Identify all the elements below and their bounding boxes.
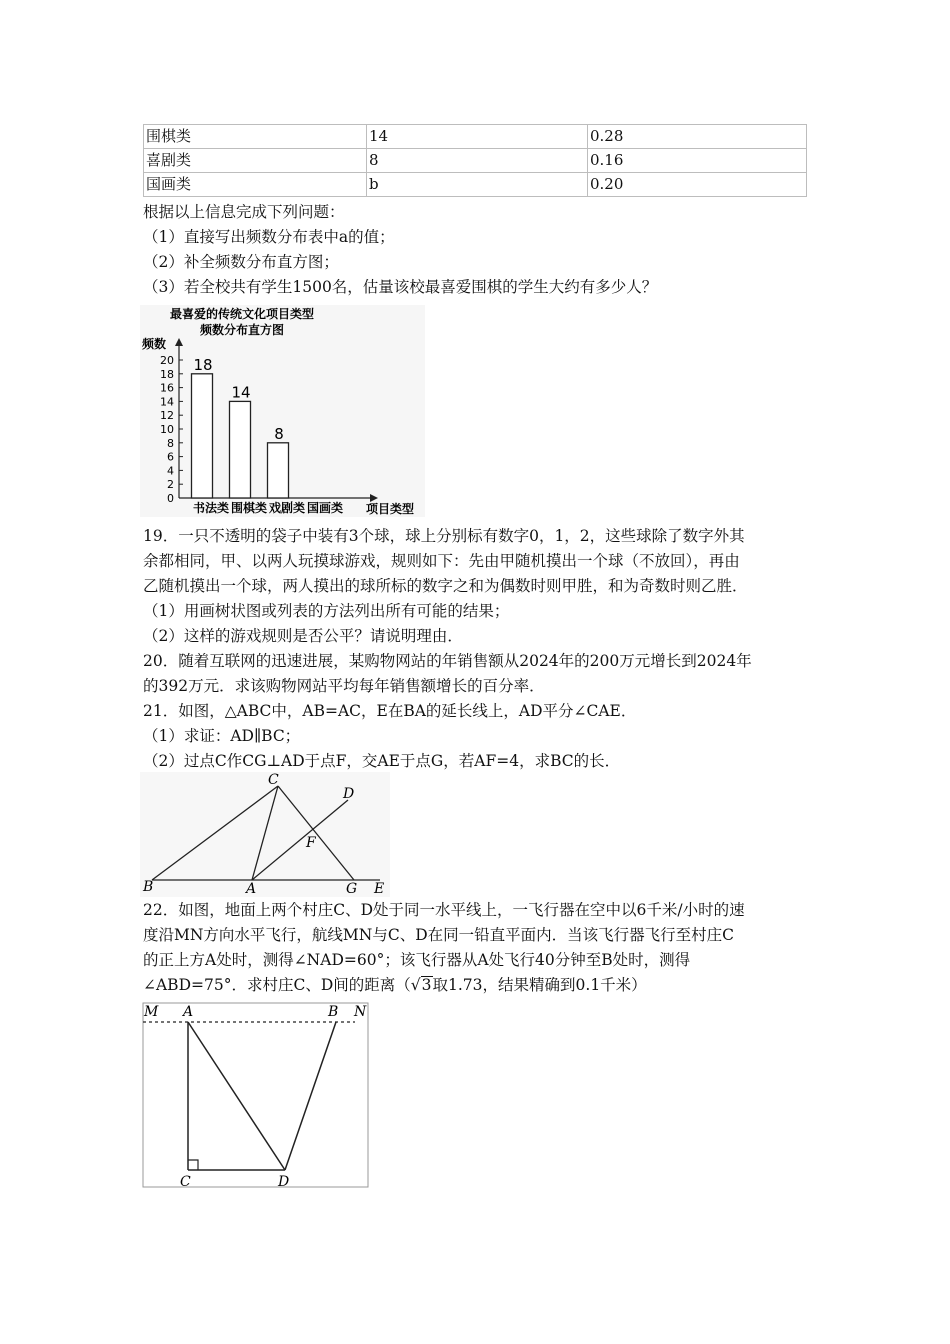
label-b: B xyxy=(328,1004,339,1020)
label-f: F xyxy=(306,835,316,851)
bar-data-label: 8 xyxy=(274,424,284,443)
label-g: G xyxy=(346,881,358,897)
y-tick-label: 18 xyxy=(160,367,174,381)
table-cell: 国画类 xyxy=(144,173,367,197)
table-cell: 0.16 xyxy=(588,149,807,173)
y-tick-label: 20 xyxy=(160,354,174,367)
table-cell: 8 xyxy=(367,149,588,173)
chart-title: 最喜爱的传统文化项目类型 xyxy=(169,307,315,321)
bar xyxy=(230,401,251,498)
table-cell: 14 xyxy=(367,125,588,149)
x-categories xyxy=(193,500,343,515)
q22-line4-start: ∠ABD=75°．求村庄C、D间的距离（ xyxy=(143,976,411,994)
label-d: D xyxy=(343,786,355,802)
q19-line1: 19．一只不透明的袋子中装有3个球，球上分别标有数字0，1，2，这些球除了数字外其 xyxy=(143,527,745,545)
q18-part2: （2）补全频数分布直方图； xyxy=(143,253,339,271)
q21-line1: 21．如图，△ABC中，AB=AC，E在BA的延长线上，AD平分∠CAE． xyxy=(143,702,637,720)
q19-line3: 乙随机摸出一个球，两人摸出的球所标的数字之和为偶数时则甲胜，和为奇数时则乙胜． xyxy=(143,577,748,595)
bar xyxy=(268,443,289,498)
q22-line4-end: 取1.73，结果精确到0.1千米） xyxy=(432,976,647,994)
table-row xyxy=(144,125,807,149)
q22-line1: 22．如图，地面上两个村庄C、D处于同一水平线上，一飞行器在空中以6千米/小时的速 xyxy=(143,901,745,919)
table-cell: 喜剧类 xyxy=(144,149,367,173)
label-d: D xyxy=(278,1174,290,1190)
x-axis-label: 项目类型 xyxy=(366,502,415,516)
x-category-label: 戏剧类 xyxy=(268,501,306,515)
y-tick-label: 6 xyxy=(167,450,174,464)
y-tick-label: 0 xyxy=(167,492,174,505)
label-c: C xyxy=(268,772,279,788)
sqrt-radicand: 3 xyxy=(421,976,432,994)
frequency-table xyxy=(143,124,807,197)
triangle-figure xyxy=(140,772,390,897)
table-row xyxy=(144,173,807,197)
table-cell: b xyxy=(367,173,588,197)
q22-line4 xyxy=(143,974,647,996)
label-m: M xyxy=(144,1004,159,1020)
label-a: A xyxy=(183,1004,194,1020)
table-cell: 围棋类 xyxy=(144,125,367,149)
q18-part3: （3）若全校共有学生1500名，估量该校最喜爱围棋的学生大约有多少人？ xyxy=(143,278,658,296)
figure-frame xyxy=(143,1003,368,1187)
q19-part2: （2）这样的游戏规则是否公平？请说明理由． xyxy=(143,627,463,645)
y-tick-label: 2 xyxy=(167,478,174,492)
q21-part2: （2）过点C作CG⊥AD于点F，交AE于点G，若AF=4，求BC的长． xyxy=(143,752,621,770)
y-tick-label: 16 xyxy=(160,381,174,395)
sqrt-sign: √ xyxy=(410,976,421,994)
x-category-label: 书法类 xyxy=(192,501,230,515)
x-category-label: 围棋类 xyxy=(230,501,268,515)
table-cell: 0.28 xyxy=(588,125,807,149)
bar xyxy=(192,374,213,498)
y-tick-label: 10 xyxy=(160,423,174,436)
q19-line2: 余都相同，甲、以两人玩摸球游戏，规则如下：先由甲随机摸出一个球（不放回），再由 xyxy=(143,552,740,570)
q21-part1: （1）求证：AD∥BC； xyxy=(143,727,301,745)
frequency-histogram xyxy=(140,305,425,517)
chart-subtitle: 频数分布直方图 xyxy=(199,323,285,337)
bar-data-label: 18 xyxy=(193,355,213,374)
q20-line2: 的392万元．求该购物网站平均每年销售额增长的百分率． xyxy=(143,677,545,695)
y-tick-label: 14 xyxy=(160,395,174,409)
x-category-label: 国画类 xyxy=(306,501,344,515)
label-n: N xyxy=(354,1004,367,1020)
table-row xyxy=(144,149,807,173)
y-tick-label: 4 xyxy=(167,464,174,478)
label-b: B xyxy=(143,879,154,895)
q22-line3: 的正上方A处时，测得∠NAD=60°；该飞行器从A处飞行40分钟至B处时，测得 xyxy=(143,951,691,969)
y-axis-label: 频数 xyxy=(142,337,167,351)
q22-line2: 度沿MN方向水平飞行，航线MN与C、D在同一铅直平面内．当该飞行器飞行至村庄C xyxy=(143,926,735,944)
label-e: E xyxy=(374,881,385,897)
y-tick-label: 12 xyxy=(160,409,174,423)
aircraft-figure xyxy=(140,1000,370,1190)
label-c: C xyxy=(180,1174,191,1190)
q18-intro: 根据以上信息完成下列问题： xyxy=(143,203,345,221)
q19-part1: （1）用画树状图或列表的方法列出所有可能的结果； xyxy=(143,602,510,620)
q20-line1: 20．随着互联网的迅速进展，某购物网站的年销售额从2024年的200万元增长到2024年 xyxy=(143,652,752,670)
bar-data-label: 14 xyxy=(231,383,251,402)
table-cell: 0.20 xyxy=(588,173,807,197)
label-a: A xyxy=(246,881,257,897)
y-tick-label: 8 xyxy=(167,436,174,450)
q18-part1: （1）直接写出频数分布表中a的值； xyxy=(143,228,395,246)
